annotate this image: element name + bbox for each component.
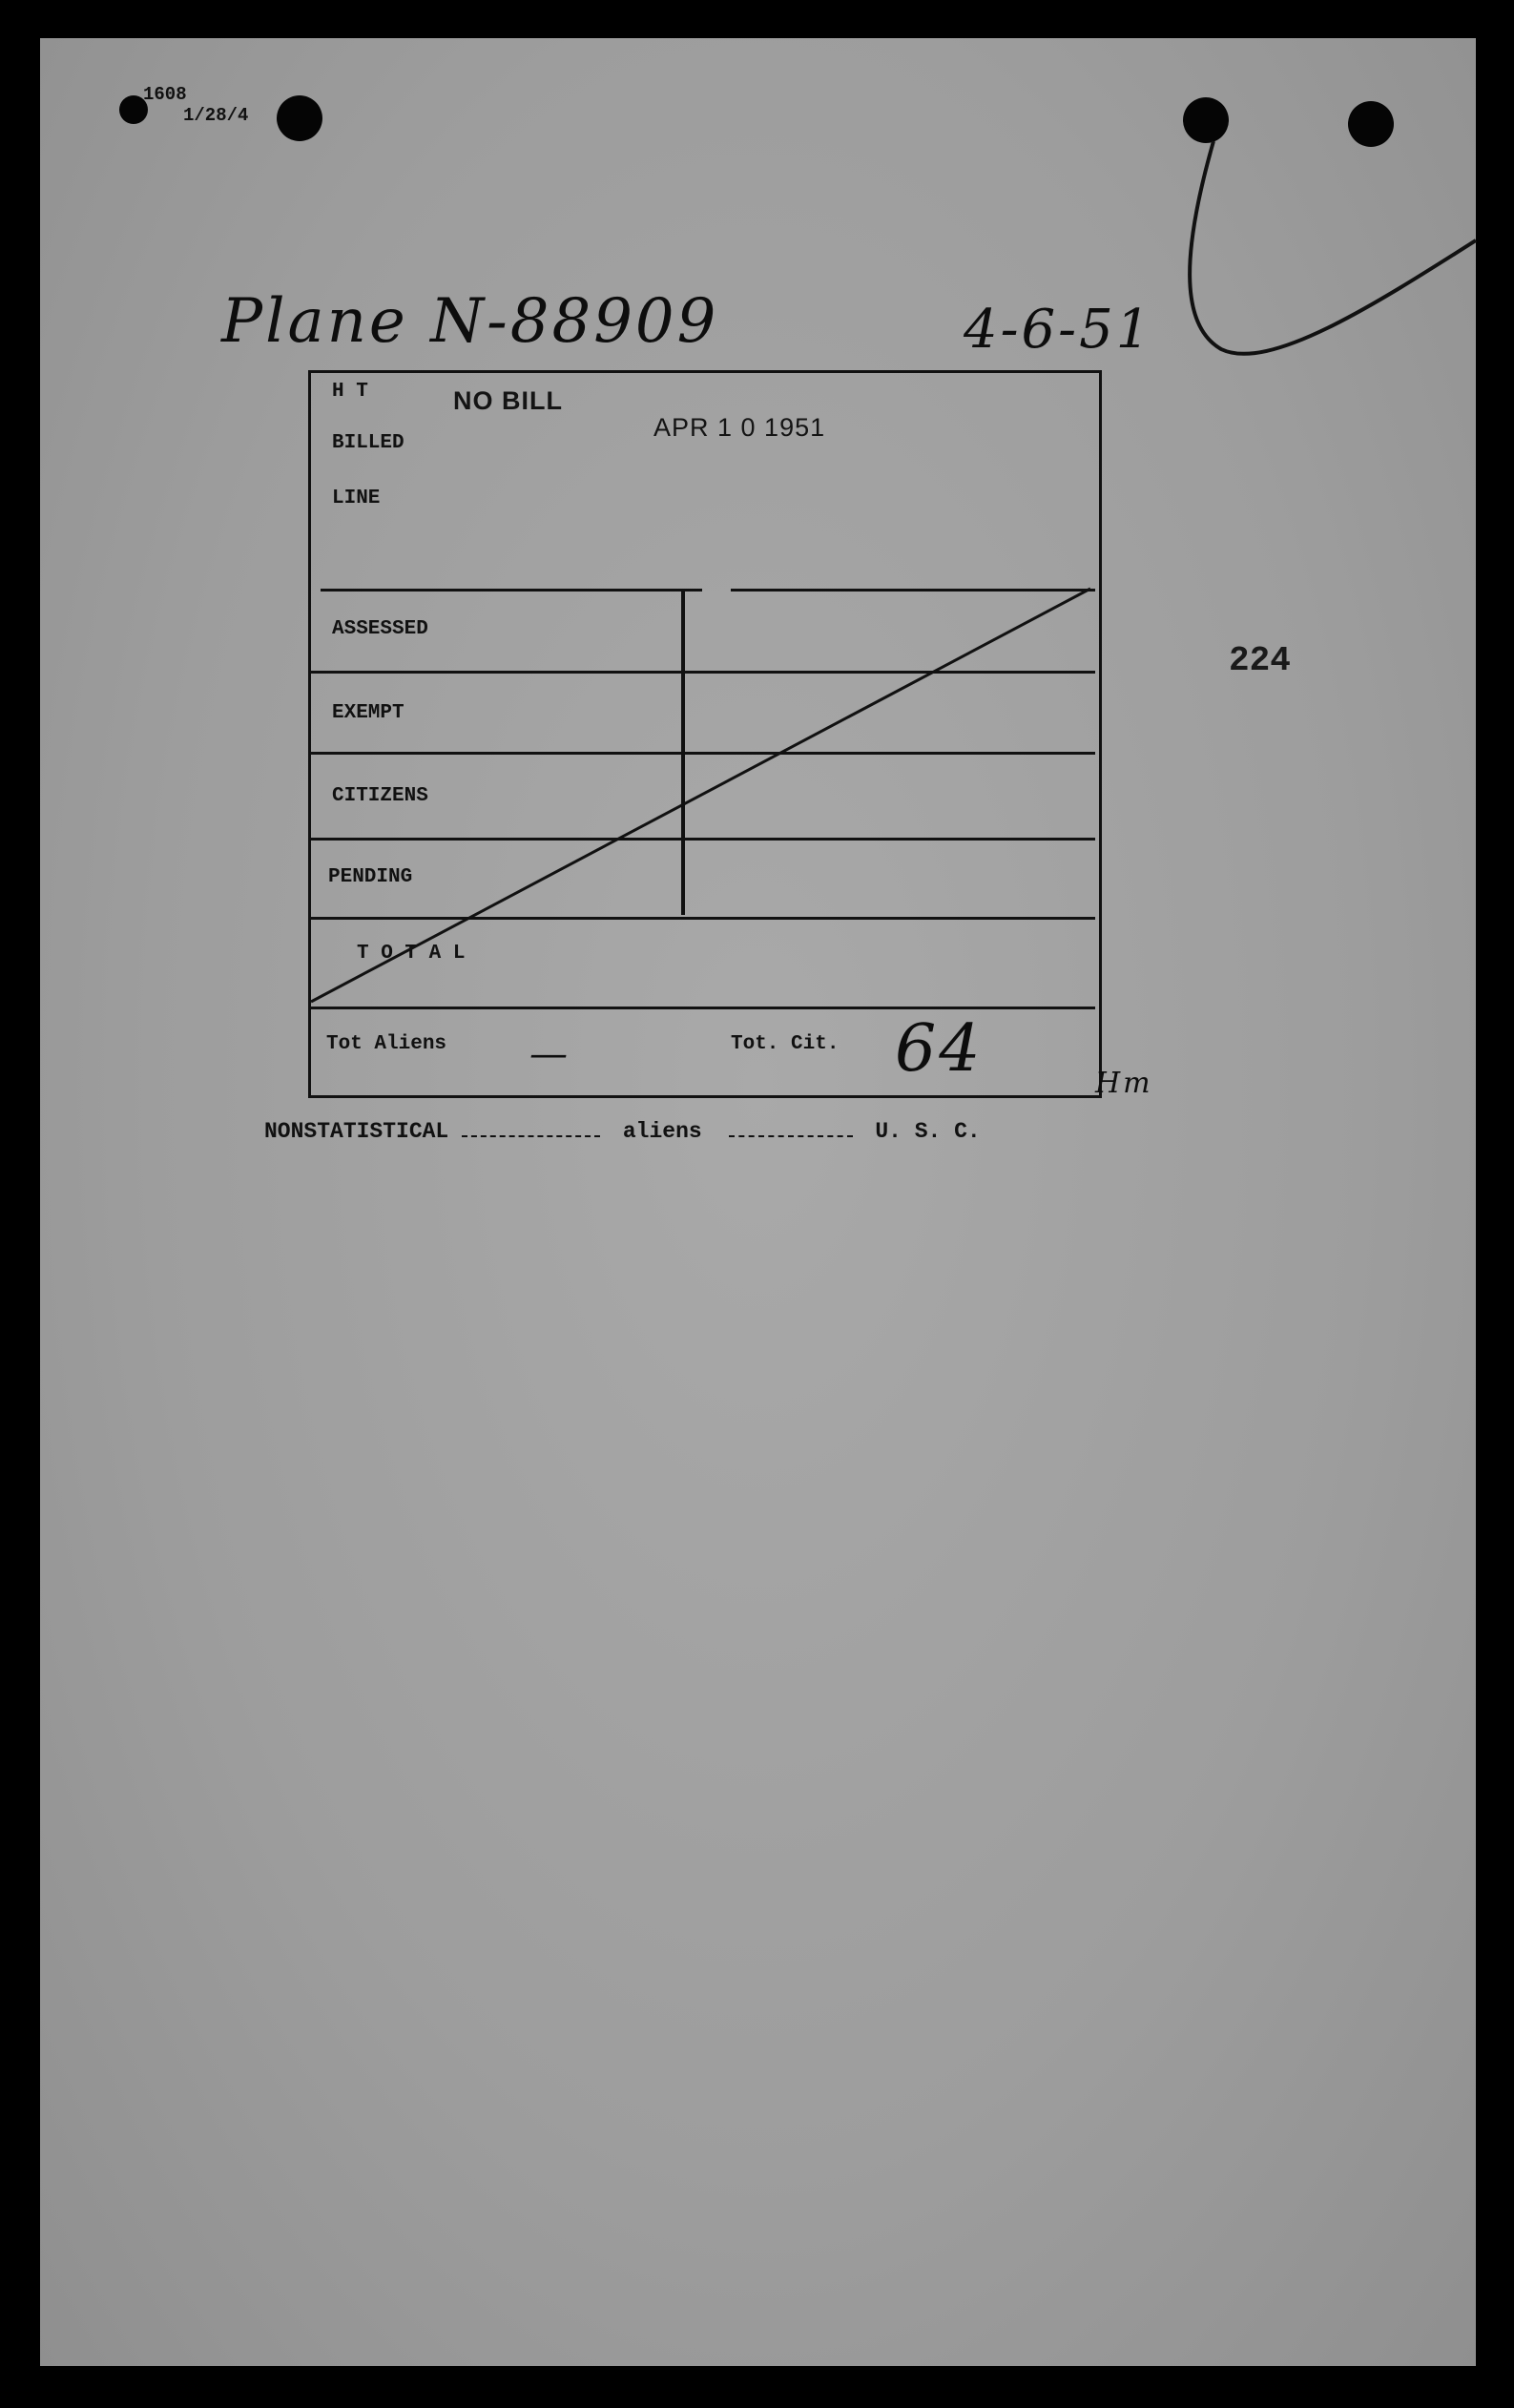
aliens-label: aliens [622,1119,702,1144]
handwritten-tot-aliens: — [529,1032,570,1076]
handwritten-initials: Hm [1095,1067,1153,1100]
received-date-stamp: APR 1 0 1951 [653,413,826,442]
tot-cit-label: Tot. Cit. [731,1033,840,1055]
form-number: 1608 [143,84,187,105]
handwritten-tot-cit: 64 [895,1011,984,1087]
nonstatistical-line [264,1119,981,1144]
line-label: LINE [332,488,381,509]
ht-label: H T [332,381,368,403]
row-label-citizens: CITIZENS [332,785,428,807]
total-label: T O T A L [357,943,466,965]
aliens-blank [729,1135,853,1137]
billed-label: BILLED [332,432,404,454]
nonstatistical-label: NONSTATISTICAL [264,1119,449,1144]
page-number: 224 [1229,641,1291,680]
handwritten-plane-number: Plane N-88909 [221,286,719,357]
tot-aliens-label: Tot Aliens [326,1033,447,1055]
row-label-exempt: EXEMPT [332,702,404,724]
handwritten-date: 4-6-51 [964,299,1153,361]
row-label-pending: PENDING [328,866,413,888]
row-label-assessed: ASSESSED [332,618,428,640]
nonstatistical-blank [462,1135,600,1137]
usc-label: U. S. C. [875,1119,981,1144]
no-bill-stamp: NO BILL [453,386,563,415]
form-date: 1/28/4 [183,105,249,126]
